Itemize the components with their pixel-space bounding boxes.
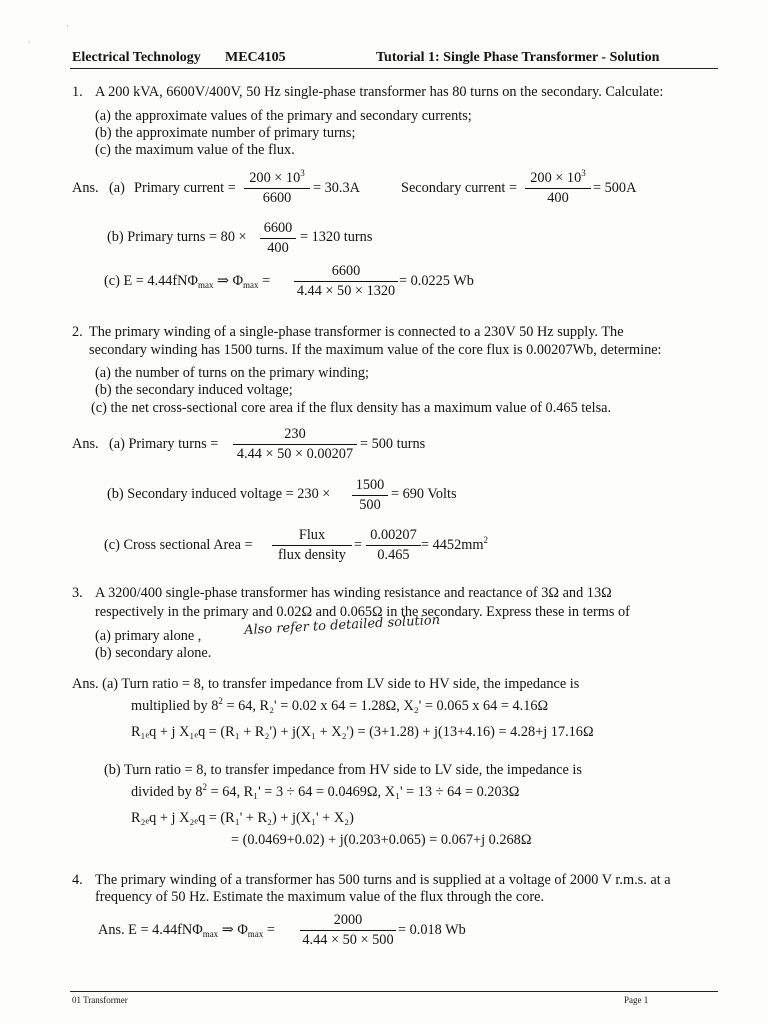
question-part: (a) the number of turns on the primary winding;	[95, 365, 369, 381]
equation-result: = 30.3A	[313, 180, 360, 196]
answer-text: R₂ₑq + j X₂ₑq = (R₁' + R₂) + j(X₁' + X₂)	[131, 810, 354, 826]
equation-result: = $4452mm^2$	[421, 535, 488, 553]
question-part: (a) primary alone ,	[95, 628, 202, 644]
question-number: 4.	[72, 872, 83, 888]
equation-label: Ans. E = 4.44fNΦ$_{max}$ ⇒ $\Phi_{max}$ =	[98, 922, 275, 939]
question-part: (c) the maximum value of the flux.	[95, 142, 295, 158]
equation-label: Primary current =	[134, 180, 236, 196]
equation-result: = 500 turns	[360, 436, 426, 452]
answer-part-label: (a)	[109, 180, 125, 196]
equation-label: (b) Secondary induced voltage = 230 ×	[107, 486, 331, 502]
equation-label: Secondary current =	[401, 180, 518, 196]
question-number: 2.	[72, 324, 83, 340]
scan-speck: ·	[28, 38, 31, 47]
question-text: The primary winding of a single-phase transformer is connected to a 230V 50 Hz supply. The	[89, 324, 624, 340]
footer-rule	[70, 991, 718, 992]
fraction: 6600 4.44 × 50 × 1320	[294, 263, 398, 300]
fraction: Flux flux density	[272, 527, 352, 564]
question-text: respectively in the primary and 0.02Ω and 0.065Ω in the secondary. Express these in terms of	[95, 604, 630, 620]
question-part: (a) the approximate values of the primary and secondary currents;	[95, 108, 472, 124]
equation-operator: =	[354, 537, 363, 553]
course-name: Electrical Technology	[72, 50, 201, 65]
fraction: 0.00207 0.465	[366, 527, 421, 564]
answer-text: multiplied by $8^2 = 64$, R₂' = 0.02 x 64 = 1.28Ω, X₂' = 0.065 x 64 = 4.16Ω	[131, 696, 549, 714]
handwritten-note: Also refer to detailed solution	[243, 612, 441, 639]
page-number: Page 1	[624, 995, 649, 1005]
footer-left: 01 Transformer	[72, 995, 128, 1005]
scan-speck: ·	[66, 22, 69, 31]
fraction: $200 \times 10^3$ 6600	[244, 170, 310, 207]
answer-text: divided by $8^2 = 64$, R₁' = 3 ÷ 64 = 0.0469Ω, X₁' = 13 ÷ 64 = 0.203Ω	[131, 782, 520, 800]
equation-label: (b) Primary turns = 80 ×	[107, 229, 247, 245]
fraction: 1500 500	[352, 477, 388, 514]
question-text: frequency of 50 Hz. Estimate the maximum value of the flux through the core.	[95, 889, 545, 905]
question-text: A 3200/400 single-phase transformer has winding resistance and reactance of 3Ω and 13Ω	[95, 585, 612, 601]
equation-label: (c) Cross sectional Area =	[104, 537, 253, 553]
question-text: secondary winding has 1500 turns. If the maximum value of the core flux is 0.00207Wb, determine:	[89, 342, 662, 358]
fraction: 6600 400	[260, 220, 296, 257]
equation-result: = 1320 turns	[300, 229, 373, 245]
answer-text: R₁ₑq + j X₁ₑq = (R₁ + R₂') + j(X₁ + X₂') = (3+1.28) + j(13+4.16) = 4.28+j 17.16Ω	[131, 724, 594, 740]
answer-label: Ans.	[72, 436, 99, 452]
question-part: (b) the approximate number of primary turns;	[95, 125, 356, 141]
question-part: (b) the secondary induced voltage;	[95, 382, 293, 398]
question-text: The primary winding of a transformer has 500 turns and is supplied at a voltage of 2000 V r.m.s. at a	[95, 872, 671, 888]
equation-result: = 0.0225 Wb	[399, 273, 474, 289]
question-number: 1.	[72, 84, 83, 100]
equation-label: (c) E = 4.44fNΦ$_{max}$ ⇒ $\Phi_{max}$ =	[104, 273, 271, 290]
question-part: (c) the net cross-sectional core area if the flux density has a maximum value of 0.465 telsa.	[91, 400, 612, 416]
page-title: Tutorial 1: Single Phase Transformer - Solution	[376, 50, 660, 65]
answer-text: Ans. (a) Turn ratio = 8, to transfer impedance from LV side to HV side, the impedance is	[72, 676, 580, 692]
answer-text: (b) Turn ratio = 8, to transfer impedance from HV side to LV side, the impedance is	[104, 762, 582, 778]
fraction: $200 \times 10^3$ 400	[525, 170, 591, 207]
fraction: 2000 4.44 × 50 × 500	[300, 912, 396, 949]
question-number: 3.	[72, 585, 83, 601]
answer-label: Ans.	[72, 180, 99, 196]
equation-result: = 0.018 Wb	[398, 922, 466, 938]
fraction: 230 4.44 × 50 × 0.00207	[233, 426, 357, 463]
course-code: MEC4105	[225, 50, 286, 65]
equation-label: (a) Primary turns =	[109, 436, 219, 452]
question-part: (b) secondary alone.	[95, 645, 212, 661]
header-rule	[70, 68, 718, 69]
question-text: A 200 kVA, 6600V/400V, 50 Hz single-phase transformer has 80 turns on the secondary. Calculate:	[95, 84, 664, 100]
answer-text: = (0.0469+0.02) + j(0.203+0.065) = 0.067+j 0.268Ω	[231, 832, 532, 848]
equation-result: = 500A	[593, 180, 637, 196]
equation-result: = 690 Volts	[391, 486, 457, 502]
